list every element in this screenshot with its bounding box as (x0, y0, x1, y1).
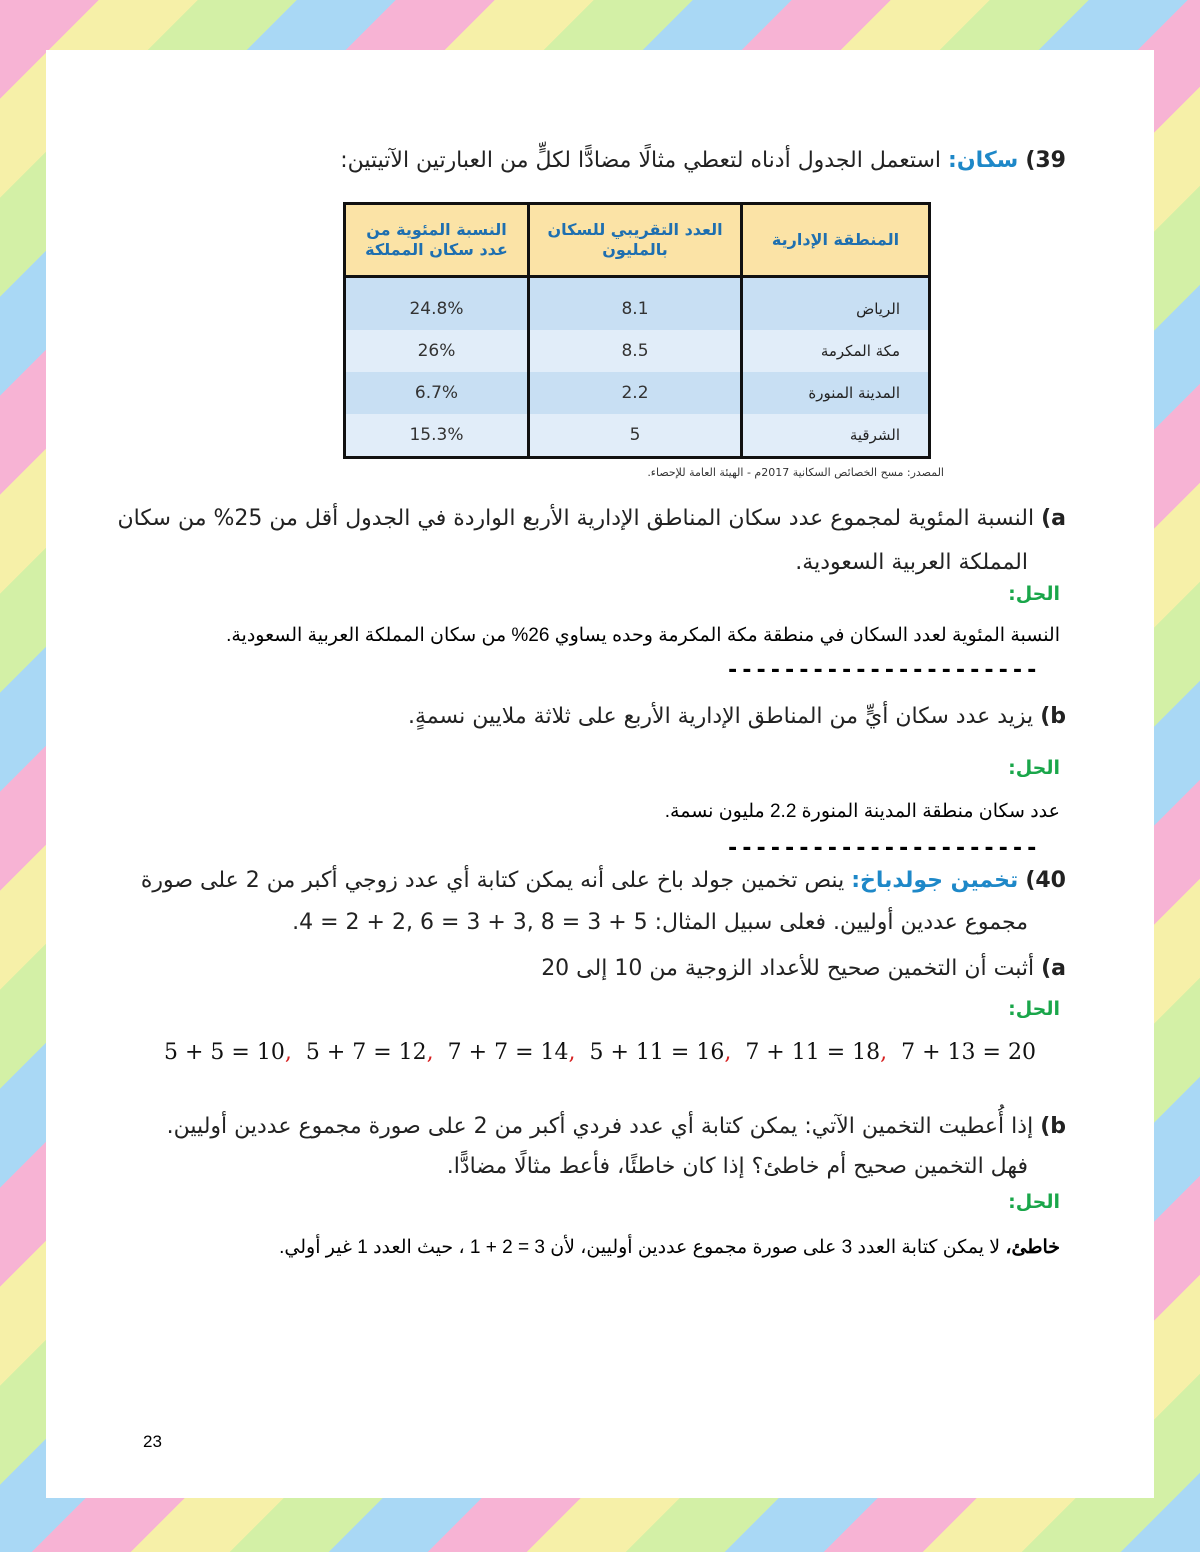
q40-text-line1: ينص تخمين جولد باخ على أنه يمكن كتابة أي عدد زوجي أكبر من 2 على صورة (140, 868, 845, 893)
cell-percent: 15.3% (345, 414, 529, 458)
q40a-solution-label: الحل: (1008, 998, 1060, 1020)
table-row (345, 414, 930, 458)
q39a-line1 (66, 506, 1066, 531)
table-header-row (345, 204, 930, 277)
q39b-text: يزيد عدد سكان أيٍّ من المناطق الإدارية الأربع على ثلاثة ملايين نسمةٍ. (408, 704, 1034, 729)
page-number: 23 (143, 1432, 162, 1451)
q40-line1 (66, 868, 1066, 893)
q39b-label: b) (1040, 704, 1066, 729)
population-table (343, 202, 931, 459)
equation: 7 + 11 = 18 (745, 1040, 881, 1065)
q39-prompt: استعمل الجدول أدناه لتعطي مثالًا مضادًّا لكلٍّ من العبارتين الآتيتين: (340, 148, 942, 173)
table-row (345, 288, 930, 330)
header-population: العدد التقريبي للسكان بالمليون (529, 204, 742, 277)
q40-number: 40) (1025, 868, 1066, 893)
q39a-solution-label: الحل: (1008, 583, 1060, 605)
goldbach-equations (164, 1040, 1036, 1065)
q40b-text-line2: فهل التخمين صحيح أم خاطئ؟ إذا كان خاطئًا، فأعط مثالًا مضادًّا. (446, 1154, 1028, 1179)
header-region: المنطقة الإدارية (742, 204, 930, 277)
q40b-solution-verdict: خاطئ، (1005, 1237, 1060, 1258)
q40a-text: أثبت أن التخمين صحيح للأعداد الزوجية من 10 إلى 20 (541, 956, 1035, 981)
header-percent: النسبة المئوية من عدد سكان المملكة (345, 204, 529, 277)
q39b-line (66, 704, 1066, 729)
q39a-text-line1: النسبة المئوية لمجموع عدد سكان المناطق الإدارية الأربع الواردة في الجدول أقل من 25% من سكان (117, 506, 1035, 531)
cell-region: المدينة المنورة (742, 372, 930, 414)
cell-percent: 6.7% (345, 372, 529, 414)
q39a-solution: النسبة المئوية لعدد السكان في منطقة مكة المكرمة وحده يساوي 26% من سكان المملكة العربية السعودية. (226, 625, 1060, 646)
divider-1: ---------------------- (726, 658, 1040, 683)
q40b-text-line1: إذا أُعطيت التخمين الآتي: يمكن كتابة أي عدد فردي أكبر من 2 على صورة مجموع عددين أوليين. (166, 1114, 1034, 1139)
equation-separator: , (568, 1040, 576, 1065)
cell-percent: 24.8% (345, 288, 529, 330)
cell-population: 8.1 (529, 288, 742, 330)
cell-percent: 26% (345, 330, 529, 372)
equation-separator: , (426, 1040, 434, 1065)
cell-population: 8.5 (529, 330, 742, 372)
q39a-label: a) (1041, 506, 1066, 531)
q40a-label: a) (1041, 956, 1066, 981)
q40b-solution-label: الحل: (1008, 1191, 1060, 1213)
cell-region: الشرقية (742, 414, 930, 458)
q39-topic: سكان: (948, 148, 1019, 173)
equation: 5 + 5 = 10 (164, 1040, 285, 1065)
q39b-solution-label: الحل: (1008, 757, 1060, 779)
cell-population: 5 (529, 414, 742, 458)
q40a-line (66, 956, 1066, 981)
q39-number: 39) (1025, 148, 1066, 173)
equation-separator: , (284, 1040, 292, 1065)
q39b-solution: عدد سكان منطقة المدينة المنورة 2.2 مليون نسمة. (664, 801, 1060, 822)
equation: 7 + 7 = 14 (447, 1040, 569, 1065)
equation: 7 + 13 = 20 (901, 1040, 1036, 1065)
cell-population: 2.2 (529, 372, 742, 414)
cell-region: مكة المكرمة (742, 330, 930, 372)
population-table-wrap (343, 202, 931, 459)
q40-topic: تخمين جولدباخ: (851, 868, 1019, 893)
table-source: المصدر: مسح الخصائص السكانية 2017م - الهيئة العامة للإحصاء. (647, 466, 944, 479)
divider-2: ---------------------- (726, 836, 1040, 861)
table-row (345, 372, 930, 414)
equation: 5 + 7 = 12 (305, 1040, 427, 1065)
q40b-solution: لا يمكن كتابة العدد 3 على صورة مجموع عددين أوليين، لأن 3 = 2 + 1 ، حيث العدد 1 غير أولي. (279, 1237, 1001, 1258)
cell-region: الرياض (742, 288, 930, 330)
equation: 5 + 11 = 16 (589, 1040, 725, 1065)
q40b-solution-line (60, 1236, 1060, 1259)
equation-separator: , (724, 1040, 732, 1065)
q39a-text-line2: المملكة العربية السعودية. (795, 550, 1028, 575)
q40b-label: b) (1040, 1114, 1066, 1139)
q40-text-line2: مجموع عددين أوليين. فعلى سبيل المثال: 5 + 3 = 8 ,3 + 3 = 6 ,2 + 2 = 4. (292, 910, 1028, 935)
worksheet-page (46, 50, 1154, 1498)
q40b-line1 (66, 1114, 1066, 1139)
table-row (345, 330, 930, 372)
equation-separator: , (880, 1040, 888, 1065)
q39-prompt-line (106, 148, 1066, 173)
